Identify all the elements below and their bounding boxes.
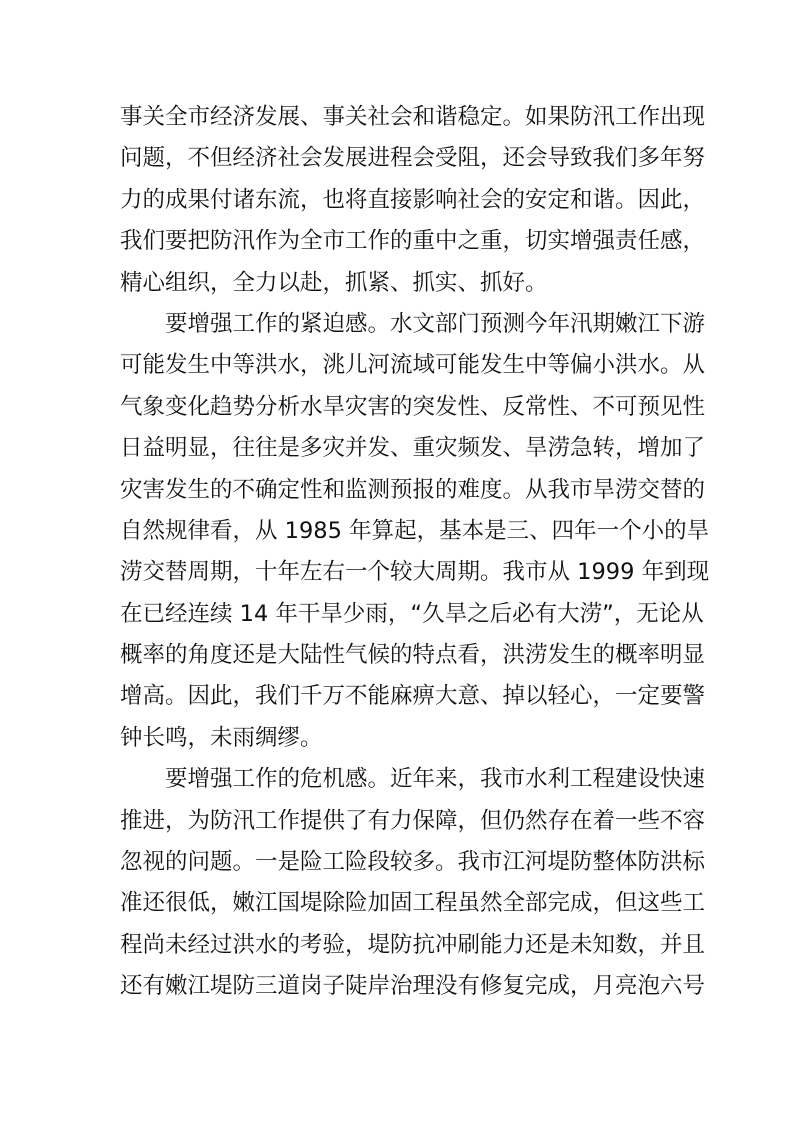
text-line: 忽视的问题。一是险工险段较多。我市江河堤防整体防洪标 [120,849,706,876]
text-line: 事关全市经济发展、事关社会和谐稳定。如果防汛工作出现 [120,104,706,130]
text-line: 要增强工作的紧迫感。水文部门预测今年汛期嫩江下游 [120,310,706,337]
text-line: 钟长鸣，未雨绸缪。 [120,724,323,751]
text-line: 可能发生中等洪水，洮儿河流域可能发生中等偏小洪水。从 [120,352,706,379]
text-line: 日益明显，往往是多灾并发、重灾频发、旱涝急转，增加了 [120,435,706,462]
text-line: 涝交替周期，十年左右一个较大周期。我市从 1999 年到现 [120,559,710,586]
text-line: 力的成果付诸东流，也将直接影响社会的安定和谐。因此， [120,186,706,213]
text-line: 在已经连续 14 年干旱少雨，“久旱之后必有大涝”，无论从 [120,600,704,627]
text-line: 概率的角度还是大陆性气候的特点看，洪涝发生的概率明显 [120,642,706,669]
text-line: 增高。因此，我们千万不能麻痹大意、掉以轻心，一定要警 [120,683,706,710]
paragraph-1 [120,97,706,304]
text-line: 准还很低，嫩江国堤除险加固工程虽然全部完成，但这些工 [120,890,706,917]
text-line: 精心组织，全力以赴，抓紧、抓实、抓好。 [120,269,548,296]
text-line: 灾害发生的不确定性和监测预报的难度。从我市旱涝交替的 [120,476,706,503]
text-line: 要增强工作的危机感。近年来，我市水利工程建设快速 [120,766,706,793]
text-line: 自然规律看，从 1985 年算起，基本是三、四年一个小的旱 [120,517,710,544]
text-line: 还有嫩江堤防三道岗子陡岸治理没有修复完成，月亮泡六号 [120,973,706,1000]
text-line: 推进，为防汛工作提供了有力保障，但仍然存在着一些不容 [120,807,706,834]
text-line: 程尚未经过洪水的考验，堤防抗冲刷能力还是未知数，并且 [120,931,706,958]
paragraph-3 [120,759,706,1007]
text-line: 问题，不但经济社会发展进程会受阻，还会导致我们多年努 [120,145,706,172]
text-line: 我们要把防汛作为全市工作的重中之重，切实增强责任感， [120,228,706,255]
text-line: 气象变化趋势分析水旱灾害的突发性、反常性、不可预见性 [120,393,706,420]
body-text [120,97,710,1008]
paragraph-2 [120,304,710,759]
